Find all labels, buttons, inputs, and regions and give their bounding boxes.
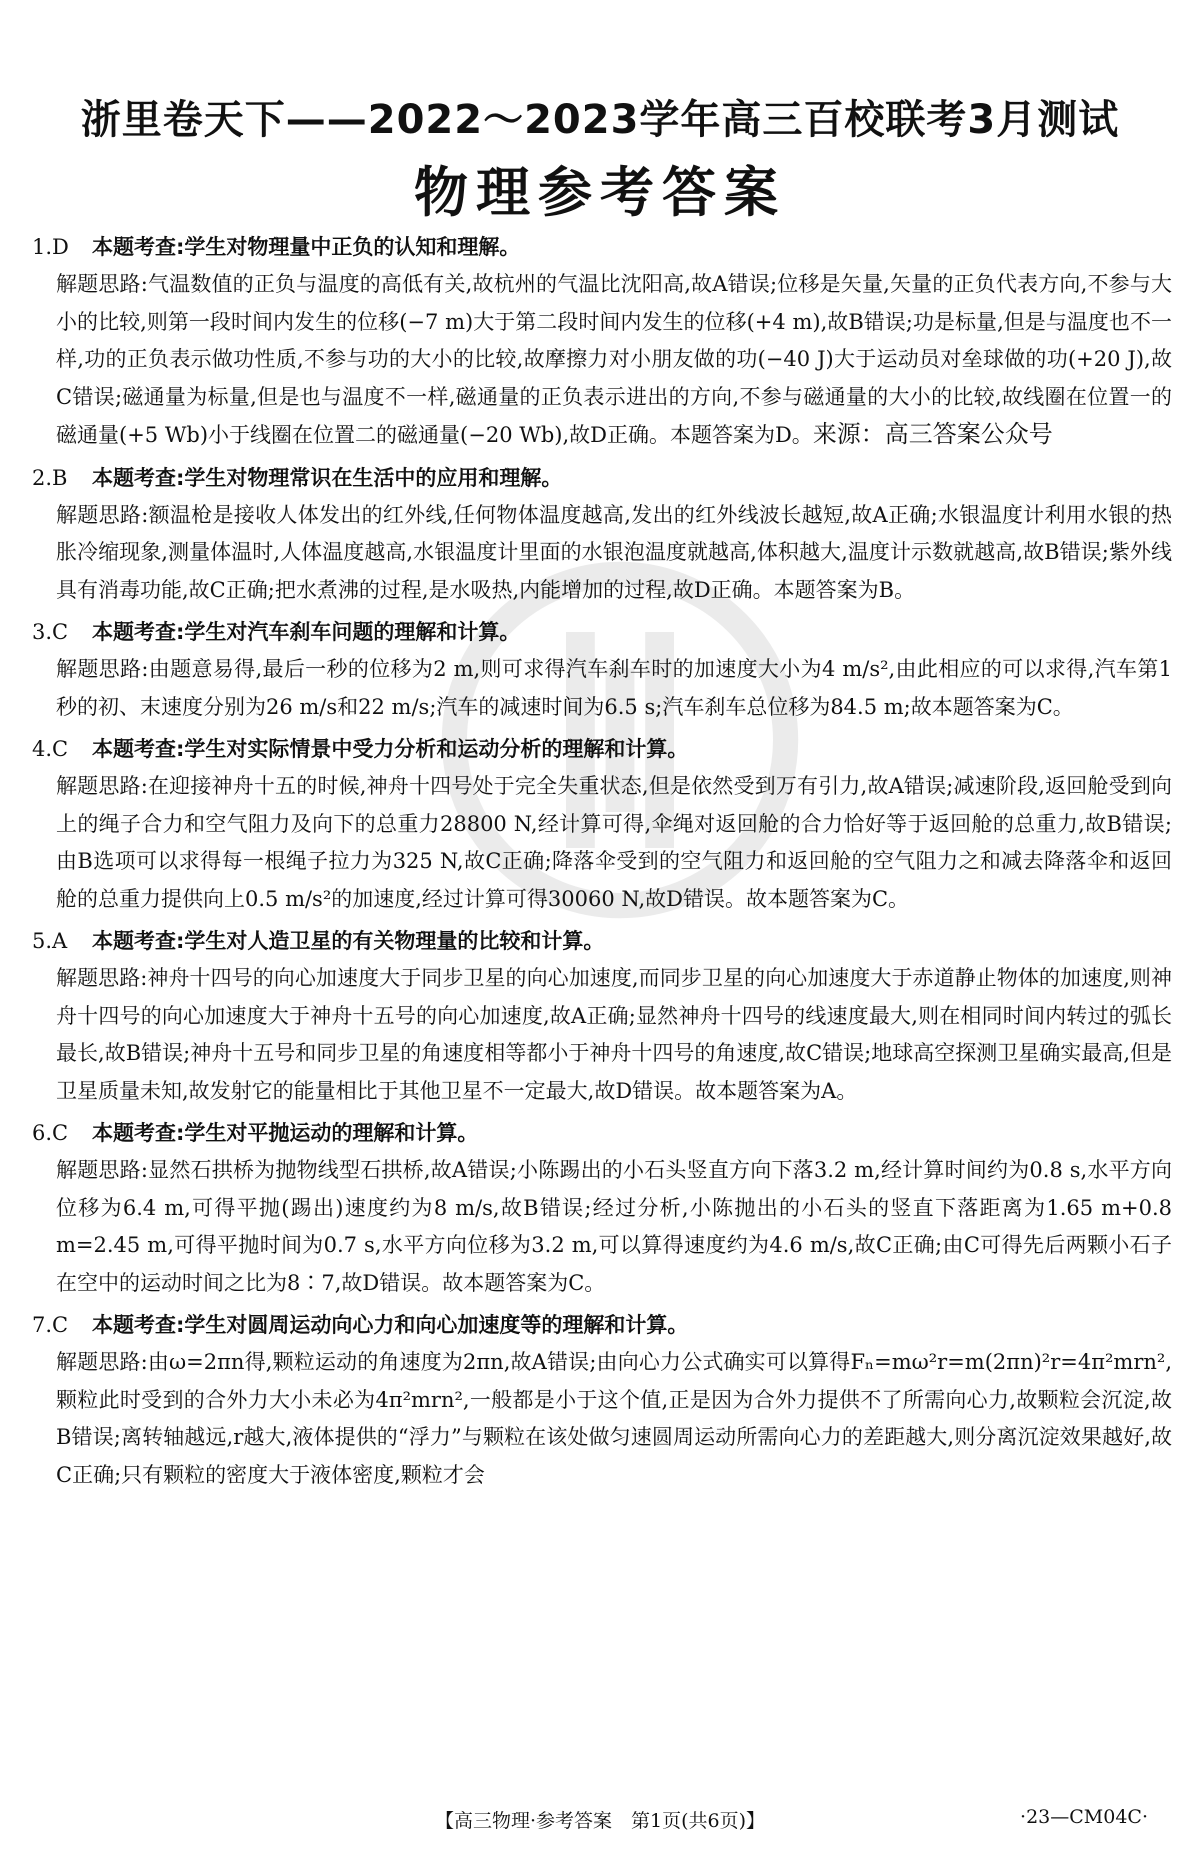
question-number: 1.D [32,235,69,259]
question-header [32,1306,1172,1344]
explanation-text: 解题思路:气温数值的正负与温度的高低有关,故杭州的气温比沈阳高,故A错误;位移是矢量,矢量的正负代表方向,不参与大小的比较,则第一段时间内发生的位移(−7 m)大于第二段时间内发生的位移(+4 m),故B错误;功是标量,但是与温度也不一样,功的正负表示做功性质,不参与功的大小的比较,故摩擦力对小朋友做的功(−40 J)大于运动员对垒球做的功(+20 J),故C错误;磁通量为标量,但是也与温度不一样,磁通量的正负表示进出的方向,不参与磁通量的大小的比较,故线圈在位置一的磁通量(+5 Wb)小于线圈在位置二的磁通量(−20 Wb),故D正确。本题答案为D。 [56,272,1172,447]
document-title: 浙里卷天下——2022～2023学年高三百校联考3月测试 [80,97,1120,143]
question-3 [32,613,1172,726]
question-topic: 本题考查:学生对汽车刹车问题的理解和计算。 [92,620,521,644]
question-explanation: 解题思路:额温枪是接收人体发出的红外线,任何物体温度越高,发出的红外线波长越短,故A正确;水银温度计利用水银的热胀冷缩现象,测量体温时,人体温度越高,水银温度计里面的水银泡温度就越高,体积越大,温度计示数就越高,故B错误;紫外线具有消毒功能,故C正确;把水煮沸的过程,是水吸热,内能增加的过程,故D正确。本题答案为B。 [56,502,1172,602]
question-topic: 本题考查:学生对实际情景中受力分析和运动分析的理解和计算。 [92,737,689,761]
question-explanation: 解题思路:神舟十四号的向心加速度大于同步卫星的向心加速度,而同步卫星的向心加速度大于赤道静止物体的加速度,则神舟十四号的向心加速度大于神舟十五号的向心加速度,故A正确;显然神舟十四号的线速度最大,则在相同时间内转过的弧长最长,故B错误;神舟十五号和同步卫星的角速度相等都小于神舟十四号的角速度,故C错误;地球高空探测卫星确实最高,但是卫星质量未知,故发射它的能量相比于其他卫星不一定最大,故D错误。故本题答案为A。 [56,966,1172,1103]
question-topic: 本题考查:学生对物理常识在生活中的应用和理解。 [92,465,563,490]
question-header [32,1114,1172,1152]
question-topic: 本题考查:学生对物理量中正负的认知和理解。 [92,235,521,259]
question-topic: 本题考查:学生对人造卫星的有关物理量的比较和计算。 [92,929,605,953]
question-explanation: 解题思路:由ω=2πn得,颗粒运动的角速度为2πn,故A错误;由向心力公式确实可以算得Fₙ=mω²r=m(2πn)²r=4π²mrn²,颗粒此时受到的合外力大小未必为4π²mrn²,一般都是小于这个值,正是因为合外力提供不了所需向心力,故颗粒会沉淀,故B错误;离转轴越远,r越大,液体提供的“浮力”与颗粒在该处做匀速圆周运动所需向心力的差距越大,则分离沉淀效果越好,故C正确;只有颗粒的密度大于液体密度,颗粒才会 [56,1350,1172,1487]
question-number: 3.C [32,620,69,644]
question-7 [32,1306,1172,1494]
footer-code: ·23—CM04C· [1020,1806,1148,1828]
question-5 [32,922,1172,1110]
question-6 [32,1114,1172,1302]
question-1 [32,228,1172,455]
question-header [32,730,1172,768]
question-topic: 本题考查:学生对圆周运动向心力和向心加速度等的理解和计算。 [92,1313,689,1337]
question-number: 6.C [32,1121,69,1145]
document-subtitle: 物理参考答案 [414,161,786,224]
question-2 [32,459,1172,610]
question-explanation [56,266,1172,455]
source-note: 来源：高三答案公众号 [812,420,1053,448]
question-number: 4.C [32,737,69,761]
question-topic: 本题考查:学生对平抛运动的理解和计算。 [92,1121,479,1145]
question-header [32,613,1172,651]
answers-list [32,228,1172,1498]
question-explanation: 解题思路:由题意易得,最后一秒的位移为2 m,则可求得汽车刹车时的加速度大小为4 m/s²,由此相应的可以求得,汽车第1秒的初、末速度分别为26 m/s和22 m/s;汽车的减速时间为6.5 s;汽车刹车总位移为84.5 m;故本题答案为C。 [56,657,1172,719]
question-header [32,922,1172,960]
question-number: 5.A [32,929,68,953]
question-explanation: 解题思路:在迎接神舟十五的时候,神舟十四号处于完全失重状态,但是依然受到万有引力,故A错误;减速阶段,返回舱受到向上的绳子合力和空气阻力及向下的总重力28800 N,经计算可得,伞绳对返回舱的合力恰好等于返回舱的总重力,故B错误;由B选项可以求得每一根绳子拉力为325 N,故C正确;降落伞受到的空气阻力和返回舱的空气阻力之和减去降落伞和返回舱的总重力提供向上0.5 m/s²的加速度,经过计算可得30060 N,故D错误。故本题答案为C。 [56,774,1172,911]
question-number: 7.C [32,1313,69,1337]
question-4 [32,730,1172,918]
question-number: 2.B [32,465,68,490]
page-footer [0,1806,1200,1838]
question-explanation: 解题思路:显然石拱桥为抛物线型石拱桥,故A错误;小陈踢出的小石头竖直方向下落3.2 m,经计算时间约为0.8 s,水平方向位移为6.4 m,可得平抛(踢出)速度约为8 m/s,故B错误;经过分析,小陈抛出的小石头的竖直下落距离为1.65 m+0.8 m=2.45 m,可得平抛时间为0.7 s,水平方向位移为3.2 m,可以算得速度约为4.6 m/s,故C正确;由C可得先后两颗小石子在空中的运动时间之比为8∶7,故D错误。故本题答案为C。 [56,1158,1172,1295]
question-header [32,228,1172,266]
footer-page-info: 【高三物理·参考答案 第1页(共6页)】 [434,1810,766,1832]
question-header [32,459,1172,497]
